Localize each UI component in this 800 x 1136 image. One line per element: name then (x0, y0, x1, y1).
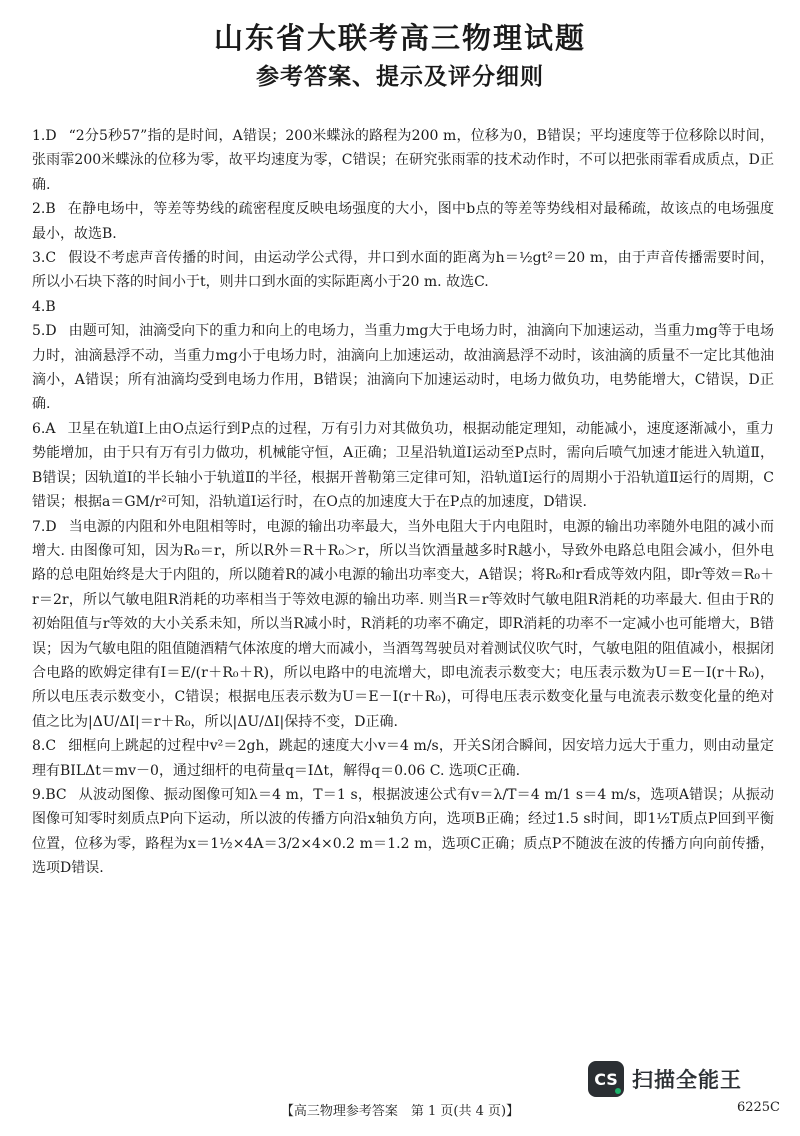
answer-number: 3. (32, 250, 46, 267)
answer-number: 9. (32, 786, 46, 803)
answer-key: D (45, 323, 57, 340)
answer-key: C (45, 250, 57, 267)
answer-text: “2分5秒57”指的是时间，A错误；200米蝶泳的路程为200 m，位移为0，B错误；平均速度等于位移除以时间，张雨霏200米蝶泳的位移为零，故平均速度为零，C错误；在研究张雨霏的技术动作时，不可以把张雨霏看成质点，D正确. (32, 128, 774, 193)
answer-text: 卫星在轨道Ⅰ上由O点运行到P点的过程，万有引力对其做负功，根据动能定理知，动能减小，速度逐渐减小，重力势能增加，由于只有万有引力做功，机械能守恒，A正确；卫星沿轨道Ⅰ运动至P点时，需向后喷气加速才能进入轨道Ⅱ，B错误；因轨道Ⅰ的半长轴小于轨道Ⅱ的半径，根据开普勒第三定律可知，沿轨道Ⅰ运行的周期小于沿轨道Ⅱ运行的周期，C错误；根据a＝GM/r²可知，沿轨道Ⅰ运行时，在O点的加速度大于在P点的加速度，D错误. (32, 420, 774, 511)
answer-number: 2. (32, 201, 46, 218)
answer-item (32, 246, 774, 295)
answer-item (32, 319, 774, 417)
answer-item (32, 295, 774, 319)
camscanner-logo-icon (588, 1061, 624, 1097)
camscanner-text: 扫描全能王 (632, 1068, 742, 1092)
answer-number: 5. (32, 323, 46, 340)
camscanner-badge-text: CS (594, 1069, 618, 1089)
answer-key: D (45, 128, 57, 144)
answer-key: A (45, 420, 56, 437)
answer-text: 由题可知，油滴受向下的重力和向上的电场力，当重力mg大于电场力时，油滴向下加速运动，当重力mg等于电场力时，油滴悬浮不动，当重力mg小于电场力时，油滴向上加速运动，故油滴悬浮不动时，该油滴的质量不一定比其他油滴小，A错误；所有油滴均受到电场力作用，B错误；油滴向下加速运动时，电场力做负功，电势能增大，C错误，D正确. (32, 323, 774, 413)
answer-text: 细框向上跳起的过程中v²＝2gh，跳起的速度大小v＝4 m/s，开关S闭合瞬间，因安培力远大于重力，则由动量定理有BILΔt＝mv－0，通过细杆的电荷量q＝IΔt，解得q＝0.06 C. 选项C正确. (32, 738, 774, 779)
answer-number: 6. (32, 420, 46, 437)
answer-key: B (45, 201, 56, 218)
answer-text: 当电源的内阻和外电阻相等时，电源的输出功率最大，当外电阻大于内电阻时，电源的输出功率随外电阻的减小而增大. 由图像可知，因为R₀＝r，所以R外＝R＋R₀＞r，所以当饮酒量越多时R越小，导致外电路总电阻会减小，但外电路的总电阻始终是大于内阻的，所以随着R的减小电源的输出功率变大，A错误；将R₀和r看成等效内阻，即r等效＝R₀＋r＝2r，所以气敏电阻R消耗的功率相当于等效电源的输出功率. 则当R＝r等效时气敏电阻R消耗的功率最大. 但由于R的初始阻值与r等效的大小关系未知，所以当R减小时，R消耗的功率不确定，即R消耗的功率不一定减小也可能增大，B错误；因为气敏电阻的阻值随酒精气体浓度的增大而减小，当酒驾驾驶员对着测试仪吹气时，气敏电阻的阻值减小，根据闭合电路的欧姆定律有I＝E/(r＋R₀＋R)，所以电路中的电流增大，即电流表示数变大；电压表示数为U＝E－I(r＋R₀)，所以电压表示数变小，C错误；根据电压表示数为U＝E－I(r＋R₀)，可得电压表示数变化量与电流表示数变化量的绝对值之比为|ΔU/ΔI|＝r＋R₀，所以|ΔU/ΔI|保持不变，D正确. (32, 518, 774, 730)
answer-number: 4. (32, 298, 46, 315)
answer-item (32, 734, 774, 783)
answer-key: C (45, 738, 57, 755)
page-title: 山东省大联考高三物理试题 (213, 21, 586, 55)
answer-key: B (45, 298, 56, 315)
answer-item (32, 783, 774, 881)
answer-item (32, 515, 774, 735)
answer-item (32, 417, 774, 515)
camscanner-watermark (588, 1060, 770, 1098)
answer-item (32, 124, 774, 197)
page-subtitle: 参考答案、提示及评分细则 (256, 64, 544, 90)
answer-key: D (45, 518, 57, 535)
answer-number: 1. (32, 128, 46, 144)
answer-text: 假设不考虑声音传播的时间，由运动学公式得，井口到水面的距离为h＝½gt²＝20 m，由于声音传播需要时间，所以小石块下落的时间小于t，则井口到水面的实际距离小于20 m. 故选C. (32, 250, 774, 291)
answer-list (32, 124, 774, 881)
paper-code: 6225C (736, 1100, 780, 1115)
answer-text: 在静电场中，等差等势线的疏密程度反映电场强度的大小，图中b点的等差等势线相对最稀疏，故该点的电场强度最小，故选B. (32, 201, 774, 242)
answer-item (32, 197, 774, 246)
answer-number: 8. (32, 738, 46, 755)
answer-text: 从波动图像、振动图像可知λ＝4 m，T＝1 s，根据波速公式有v＝λ/T＝4 m/1 s＝4 m/s，选项A错误；从振动图像可知零时刻质点P向下运动，所以波的传播方向沿x轴负方向，选项B正确；经过1.5 s时间，即1½T质点P回到平衡位置，位移为零，路程为x＝1½×4A＝3/2×4×0.2 m＝1.2 m，选项C正确；质点P不随波在波的传播方向向前传播，选项D错误. (32, 786, 774, 877)
page-footer: 【高三物理参考答案 第 1 页(共 4 页)】 (280, 1104, 520, 1119)
answer-key: BC (45, 786, 67, 803)
answer-number: 7. (32, 518, 46, 535)
